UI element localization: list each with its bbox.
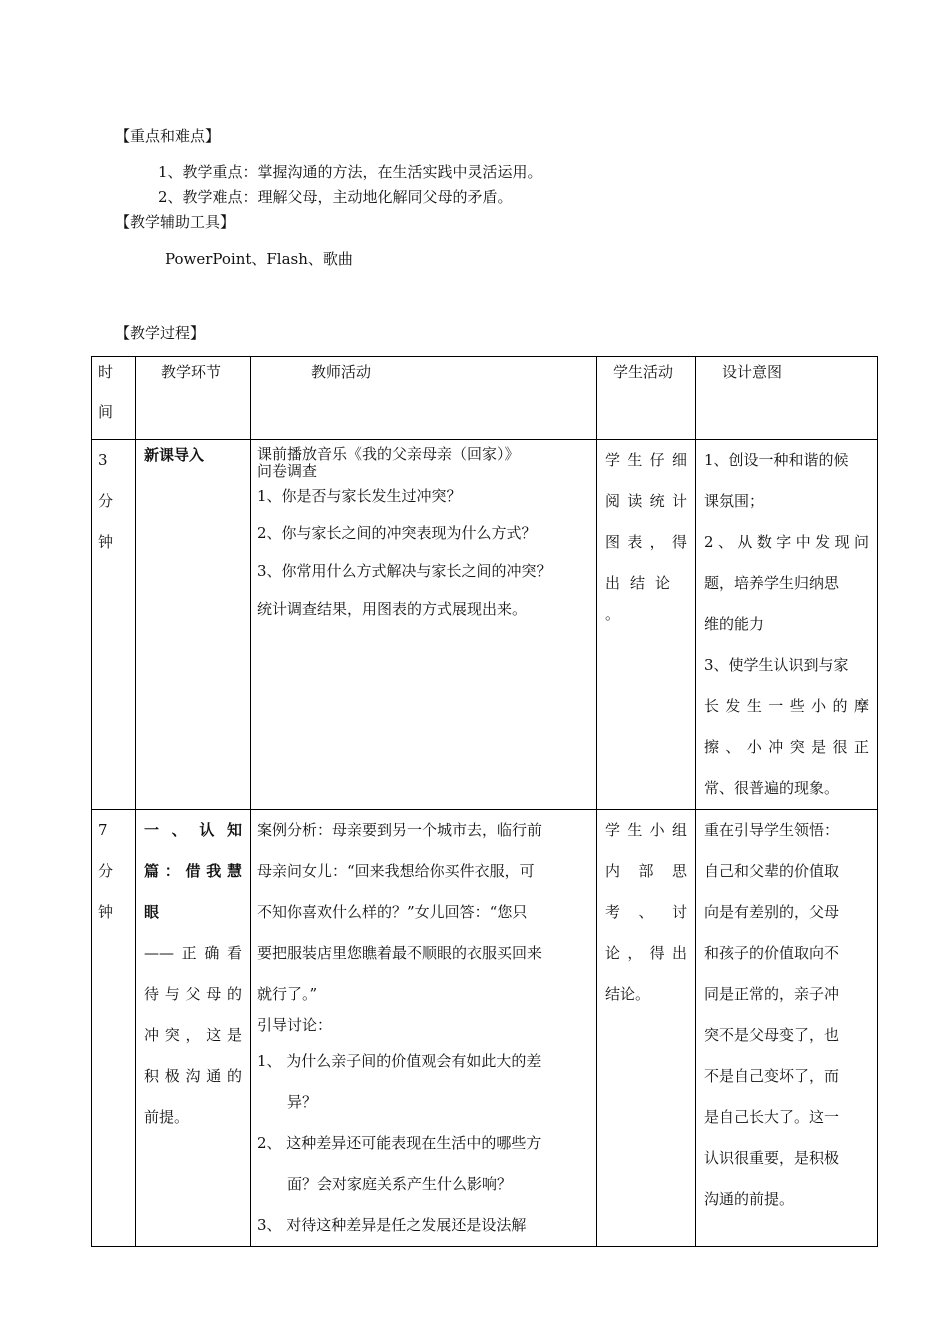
- row2-stage-bold-3: 眼: [144, 903, 160, 921]
- header-teacher: 教师活动: [251, 357, 597, 440]
- row1-teacher-line-4: 2、你与家长之间的冲突表现为什么方式？: [257, 524, 537, 542]
- row1-teacher-line-3: 1、你是否与家长发生过冲突？: [257, 487, 462, 505]
- row2-teacher: [251, 810, 597, 1247]
- row2-stage-bold-2: 篇：借我慧: [144, 862, 242, 880]
- row2-teacher-line-5: 就行了。”: [257, 985, 318, 1003]
- key-point-1: 1、教学重点：掌握沟通的方法，在生活实践中灵活运用。: [158, 163, 543, 181]
- row1-teacher-line-5: 3、你常用什么方式解决与家长之间的冲突？: [257, 562, 552, 580]
- row2-teacher-line-2: 母亲问女儿：“回来我想给你买件衣服，可: [257, 862, 535, 880]
- header-stage: 教学环节: [136, 357, 251, 440]
- row1-intent-line-8: 擦、小冲突是很正: [704, 738, 869, 756]
- row2-teacher-item-2-cont: 面？会对家庭关系产生什么影响？: [287, 1175, 513, 1193]
- row1-teacher-line-1: 课前播放音乐《我的父亲母亲（回家）》: [257, 445, 520, 463]
- key-point-2: 2、教学难点：理解父母，主动地化解同父母的矛盾。: [158, 188, 513, 206]
- row2-stage: [136, 810, 251, 1247]
- row2-stage-bold-1: 一、认知: [144, 821, 242, 839]
- teaching-process-table: [91, 356, 878, 1247]
- table-header-row: [92, 357, 878, 440]
- row2-intent-line-3: 向是有差别的，父母: [704, 903, 840, 921]
- row1-teacher: [251, 440, 597, 810]
- tools-heading: 【教学辅助工具】: [115, 213, 236, 231]
- process-heading: 【教学过程】: [115, 324, 206, 342]
- row2-teacher-line-3: 不知你喜欢什么样的？”女儿回答：“您只: [257, 903, 528, 921]
- row2-stage-line-2: 待与父母的: [144, 985, 242, 1003]
- row1-student-line-1: 学生仔细: [605, 451, 687, 469]
- row2-intent: [696, 810, 878, 1247]
- row2-intent-line-10: 沟通的前提。: [704, 1190, 795, 1208]
- row2-student-line-4: 论，得出: [605, 944, 687, 962]
- row1-intent-line-7: 长发生一些小的摩: [704, 697, 869, 715]
- header-time-2: 间: [98, 403, 114, 421]
- row1-time-3: 钟: [98, 533, 114, 551]
- table-row: [92, 440, 878, 810]
- row1-teacher-line-2: 问卷调查: [257, 462, 318, 480]
- row2-stage-line-5: 前提。: [144, 1108, 190, 1126]
- row1-stage: [136, 440, 251, 810]
- row1-student-line-2: 阅读统计: [605, 492, 687, 510]
- row2-teacher-item-2: 2、 这种差异还可能表现在生活中的哪些方: [257, 1134, 542, 1152]
- table-row: [92, 810, 878, 1247]
- row2-teacher-prompt: 引导讨论：: [257, 1016, 333, 1034]
- row2-teacher-item-1: 1、 为什么亲子间的价值观会有如此大的差: [257, 1052, 542, 1070]
- row2-student: [597, 810, 696, 1247]
- row1-student-line-4: 出结论: [605, 574, 681, 592]
- row2-time-1: 7: [98, 821, 108, 839]
- key-points-heading: 【重点和难点】: [115, 127, 221, 145]
- row2-intent-line-9: 认识很重要，是积极: [704, 1149, 840, 1167]
- row2-stage-line-3: 冲突，这是: [144, 1026, 242, 1044]
- row2-intent-line-5: 同是正常的，亲子冲: [704, 985, 840, 1003]
- row2-time-2: 分: [98, 862, 114, 880]
- row1-intent: [696, 440, 878, 810]
- row2-intent-line-1: 重在引导学生领悟：: [704, 821, 840, 839]
- row2-teacher-line-1: 案例分析：母亲要到另一个城市去，临行前: [257, 821, 543, 839]
- row1-time: [92, 440, 136, 810]
- row2-teacher-line-4: 要把服装店里您瞧着最不顺眼的衣服买回来: [257, 944, 543, 962]
- row2-student-line-1: 学生小组: [605, 821, 687, 839]
- row1-intent-line-1: 1、创设一种和谐的候: [704, 451, 849, 469]
- row1-student: [597, 440, 696, 810]
- row1-teacher-line-6: 统计调查结果，用图表的方式展现出来。: [257, 600, 528, 618]
- row2-time-3: 钟: [98, 903, 114, 921]
- row2-stage-line-4: 积极沟通的: [144, 1067, 242, 1085]
- row2-intent-line-7: 不是自己变坏了，而: [704, 1067, 840, 1085]
- row2-intent-line-2: 自己和父辈的价值取: [704, 862, 840, 880]
- row2-intent-line-8: 是自己长大了。这一: [704, 1108, 840, 1126]
- row1-time-1: 3: [98, 451, 108, 469]
- row2-teacher-item-3: 3、 对待这种差异是任之发展还是设法解: [257, 1216, 527, 1234]
- row2-stage-line-1: ——正确看: [144, 944, 242, 962]
- row1-intent-line-6: 3、使学生认识到与家: [704, 656, 849, 674]
- row1-intent-line-2: 课氛围；: [704, 492, 765, 510]
- header-student: 学生活动: [597, 357, 696, 440]
- row2-student-line-5: 结论。: [605, 985, 651, 1003]
- row2-student-line-2: 内部思: [605, 862, 687, 880]
- row1-intent-line-9: 常、很普遍的现象。: [704, 779, 840, 797]
- row1-intent-line-4: 题，培养学生归纳思: [704, 574, 840, 592]
- row1-intent-line-5: 维的能力: [704, 615, 765, 633]
- row1-student-line-5: 。: [605, 605, 621, 623]
- row1-student-line-3: 图表，得: [605, 533, 687, 551]
- row1-intent-line-3: 2、从数字中发现问: [704, 533, 869, 551]
- row2-intent-line-4: 和孩子的价值取向不: [704, 944, 840, 962]
- row1-time-2: 分: [98, 492, 114, 510]
- header-time: [92, 357, 136, 440]
- row2-intent-line-6: 突不是父母变了，也: [704, 1026, 840, 1044]
- row2-time: [92, 810, 136, 1247]
- row2-student-line-3: 考、讨: [605, 903, 687, 921]
- row1-stage-title: 新课导入: [144, 446, 205, 464]
- header-intent: 设计意图: [696, 357, 878, 440]
- header-time-1: 时: [98, 363, 114, 381]
- tools-list: PowerPoint、Flash、歌曲: [165, 250, 353, 268]
- row2-teacher-item-1-cont: 异？: [287, 1093, 318, 1111]
